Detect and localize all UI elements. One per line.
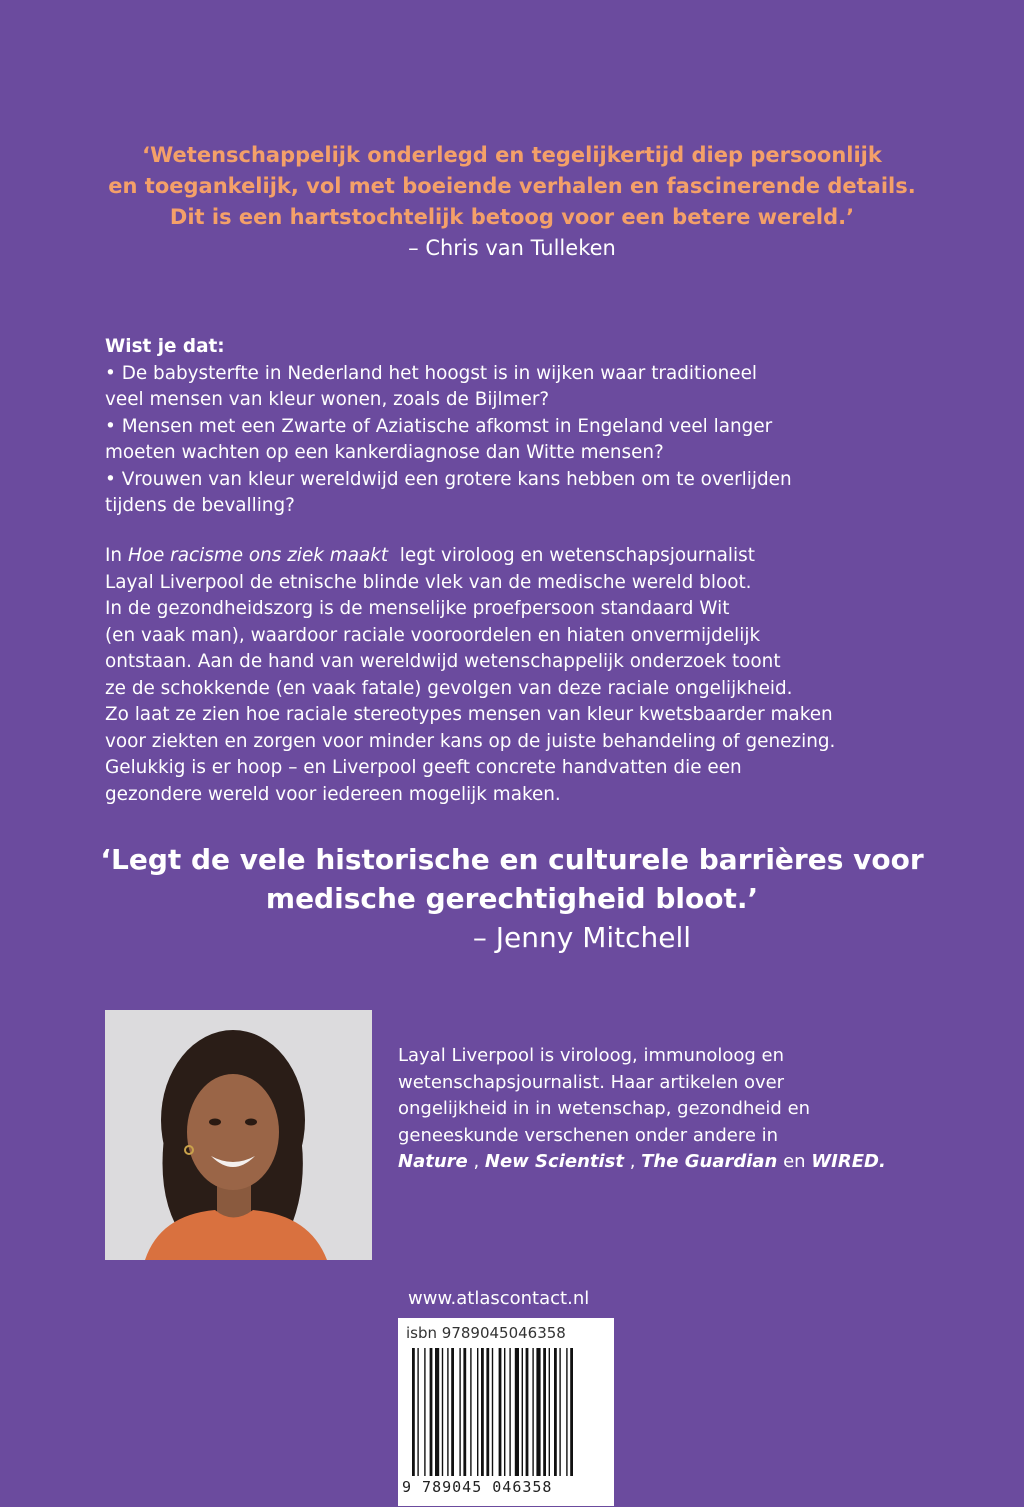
blurb-line: Gelukkig is er hoop – en Liverpool geeft concrete handvatten die een (105, 757, 742, 778)
blurb-line: ontstaan. Aan de hand van wereldwijd wetenschappelijk onderzoek toont (105, 651, 781, 672)
quote-top-author: – Chris van Tulleken (408, 236, 616, 260)
barcode-bar (543, 1348, 546, 1476)
barcode-bars (412, 1348, 602, 1476)
author-bio (398, 1043, 918, 1176)
publication-nature: Nature (398, 1151, 468, 1172)
barcode-bar (447, 1348, 448, 1476)
isbn-barcode (398, 1318, 614, 1506)
barcode-bar (532, 1348, 533, 1476)
blurb-intro-line (105, 543, 935, 570)
fact-item-1-line-2: veel mensen van kleur wonen, zoals de Bijlmer? (105, 389, 550, 410)
barcode-bar (463, 1348, 466, 1476)
bio-line: wetenschapsjournalist. Haar artikelen over (398, 1071, 785, 1093)
barcode-bar (499, 1348, 502, 1476)
facts-heading: Wist je dat: (105, 336, 225, 357)
bio-line: ongelijkheid in in wetenschap, gezondheid en (398, 1098, 811, 1119)
barcode-bar (417, 1348, 418, 1476)
quote-top-line-2: en toegankelijk, vol met boeiende verhalen en fascinerende details. (108, 174, 916, 198)
blurb-intro-suffix: legt viroloog en wetenschapsjournalist (388, 545, 755, 566)
fact-item-1-line-1: • De babysterfte in Nederland het hoogst is in wijken waar traditioneel (105, 362, 757, 384)
barcode-bar (566, 1348, 567, 1476)
barcode-bar (486, 1348, 489, 1476)
blurb-line: gezondere wereld voor iedereen mogelijk maken. (105, 783, 561, 805)
fact-item-2-line-2: moeten wachten op een kankerdiagnose dan Witte mensen? (105, 442, 664, 463)
barcode-bar (477, 1348, 478, 1476)
cover-quote-top (0, 140, 1024, 264)
bio-line: geneeskunde verschenen onder andere in (398, 1124, 779, 1146)
facts-section (105, 334, 925, 520)
publication-the-guardian: The Guardian (641, 1151, 778, 1172)
blurb-line: Zo laat ze zien hoe raciale stereotypes mensen van kleur kwetsbaarder maken (105, 704, 833, 725)
barcode-bar (470, 1348, 471, 1476)
barcode-bar (554, 1348, 557, 1476)
barcode-bar (459, 1348, 460, 1476)
blurb-line: Layal Liverpool de etnische blinde vlek van de medische wereld bloot. (105, 571, 752, 593)
barcode-bar (481, 1348, 484, 1476)
blurb-line: In de gezondheidszorg is de menselijke proefpersoon standaard Wit (105, 598, 730, 619)
publication-wired: WIRED. (811, 1151, 886, 1172)
barcode-bar (559, 1348, 560, 1476)
barcode-bar (442, 1348, 443, 1476)
bio-publications-line (398, 1149, 918, 1176)
author-photo (105, 1010, 372, 1260)
publication-separator: en (777, 1151, 812, 1172)
barcode-bar (430, 1348, 433, 1476)
barcode-bar (492, 1348, 493, 1476)
bio-line: Layal Liverpool is viroloog, immunoloog en (398, 1045, 785, 1066)
isbn-label: isbn 9789045046358 (406, 1324, 566, 1342)
quote-top-line-1: ‘Wetenschappelijk onderlegd en tegelijkertijd diep persoonlijk (142, 143, 882, 167)
barcode-bar (570, 1348, 573, 1476)
barcode-bar (549, 1348, 550, 1476)
publisher-website: www.atlascontact.nl (408, 1288, 590, 1309)
publication-separator: , (467, 1151, 485, 1172)
fact-item-3-line-1: • Vrouwen van kleur wereldwijd een grotere kans hebben om te overlijden (105, 468, 792, 490)
blurb-line: (en vaak man), waardoor raciale vooroordelen en hiaten onvermijdelijk (105, 624, 761, 646)
author-portrait-illustration (105, 1010, 372, 1260)
barcode-bar (515, 1348, 519, 1476)
blurb-line: ze de schokkende (en vaak fatale) gevolgen van deze raciale ongelijkheid. (105, 677, 793, 699)
publication-separator: , (623, 1151, 642, 1172)
quote-bottom-line-1: ‘Legt de vele historische en culturele barrières voor (100, 843, 924, 876)
fact-item-3-line-2: tijdens de bevalling? (105, 495, 295, 516)
barcode-bar (451, 1348, 454, 1476)
barcode-bar (536, 1348, 540, 1476)
barcode-bar (509, 1348, 510, 1476)
quote-bottom-author: – Jenny Mitchell (472, 921, 692, 954)
barcode-digits: 9 789045 046358 (402, 1478, 553, 1496)
barcode-bar (435, 1348, 439, 1476)
quote-top-line-3: Dit is een hartstochtelijk betoog voor een betere wereld.’ (169, 205, 855, 229)
barcode-bar (522, 1348, 523, 1476)
quote-bottom-line-2: medische gerechtigheid bloot.’ (265, 882, 759, 915)
fact-item-2-line-1: • Mensen met een Zwarte of Aziatische afkomst in Engeland veel langer (105, 415, 773, 437)
barcode-bar (504, 1348, 505, 1476)
cover-quote-bottom (0, 840, 1024, 957)
book-title: Hoe racisme ons ziek maakt (127, 545, 389, 566)
barcode-bar (526, 1348, 529, 1476)
blurb-body (105, 543, 935, 808)
barcode-bar (424, 1348, 425, 1476)
publication-new-scientist: New Scientist (484, 1151, 624, 1172)
blurb-line: voor ziekten en zorgen voor minder kans op de juiste behandeling of genezing. (105, 730, 836, 752)
blurb-intro-prefix: In (105, 545, 128, 566)
barcode-bar (412, 1348, 415, 1476)
